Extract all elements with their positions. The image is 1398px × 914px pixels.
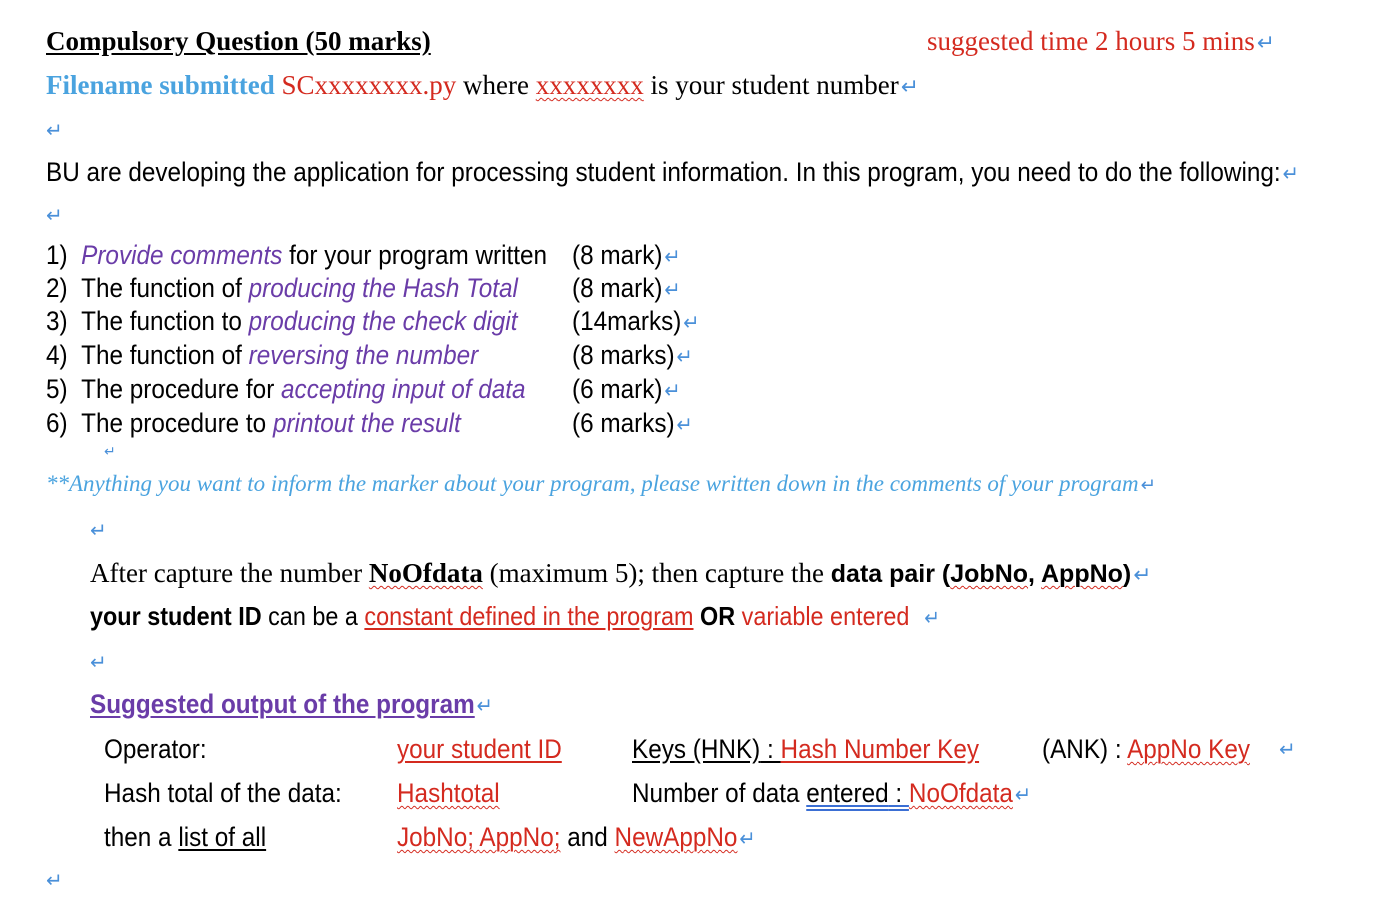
colon: : — [888, 778, 909, 808]
mark-text: (8 mark) — [572, 240, 663, 270]
output-heading-text: Suggested output of the program — [90, 689, 475, 719]
task-emphasis: reversing the number — [248, 340, 479, 370]
task-mark — [572, 340, 706, 371]
noofdata-var: NoOfdata — [368, 558, 483, 588]
task-emphasis: printout the result — [272, 408, 461, 438]
task-text-pre: The function of — [81, 273, 249, 303]
keys-ank — [1042, 734, 1273, 765]
task-number: 4) — [46, 340, 68, 370]
appno-var: AppNo — [1041, 560, 1123, 588]
title-text: Compulsory Question (50 marks) — [46, 26, 431, 56]
return-mark-icon: ↵ — [676, 413, 693, 438]
student-id-text: your student ID — [90, 601, 262, 631]
task-emphasis: Provide comments — [81, 240, 283, 270]
return-mark-icon: ↵ — [924, 606, 940, 630]
paren-close: ) — [1122, 560, 1132, 588]
task-number: 6) — [46, 408, 68, 438]
capture-line-2 — [90, 601, 1034, 632]
return-mark-icon: ↵ — [90, 650, 107, 674]
suggested-time — [927, 26, 1275, 57]
task-emphasis: accepting input of data — [281, 374, 526, 404]
return-mark-icon: ↵ — [664, 379, 681, 404]
newappno-value: NewAppNo — [614, 822, 738, 852]
mark-text: (6 mark) — [572, 374, 663, 404]
return-mark-icon: ↵ — [46, 203, 63, 227]
value-text: your student ID — [397, 734, 562, 764]
return-mark-icon: ↵ — [46, 118, 63, 142]
list-item — [46, 306, 570, 337]
task-mark — [572, 408, 706, 439]
return-mark-icon: ↵ — [1133, 563, 1152, 588]
task-number: 1) — [46, 240, 68, 270]
value-text: Hashtotal — [397, 778, 500, 808]
task-emphasis: producing the Hash Total — [248, 273, 518, 303]
jobno-value: JobNo — [397, 822, 468, 852]
ank-value: AppNo Key — [1127, 734, 1250, 764]
list-item — [46, 273, 570, 304]
return-mark-icon: ↵ — [676, 345, 693, 370]
label-text: Operator: — [104, 734, 207, 764]
list-item — [46, 340, 526, 371]
list-label — [104, 822, 284, 853]
filename-line — [46, 70, 919, 101]
separator: ; — [467, 822, 480, 852]
task-mark — [572, 374, 693, 405]
return-mark-icon: ↵ — [739, 827, 756, 852]
filename-value: SCxxxxxxxx.py — [281, 70, 457, 100]
return-mark-icon: ↵ — [1279, 737, 1296, 761]
data-pair-text: data pair — [830, 560, 935, 588]
return-mark-icon: ↵ — [1256, 31, 1275, 56]
capture-text: (maximum 5); then capture the — [482, 558, 831, 588]
task-text-pre: The procedure to — [81, 408, 273, 438]
label-text-underlined: list of all — [178, 822, 267, 852]
list-item — [46, 240, 603, 271]
output-heading — [90, 689, 538, 720]
separator: ; — [553, 822, 561, 852]
and-text: and — [560, 822, 615, 852]
page-title — [46, 26, 431, 57]
return-mark-icon: ↵ — [664, 245, 681, 270]
intro-text: BU are developing the application for processing student information. In this program, you need to do the following: — [46, 157, 1281, 187]
hashtotal-value — [397, 778, 511, 809]
variable-option: variable entered — [741, 601, 910, 631]
task-emphasis: producing the check digit — [248, 306, 518, 336]
label-text: Hash total of the data: — [104, 778, 342, 808]
return-mark-icon: ↵ — [664, 278, 681, 303]
filename-rest: is your student number — [650, 70, 899, 100]
num-value: NoOfdata — [908, 778, 1013, 808]
marker-note — [46, 471, 1156, 497]
return-mark-icon: ↵ — [1140, 475, 1157, 496]
ank-label: (ANK) : — [1042, 734, 1128, 764]
return-mark-icon: ↵ — [476, 694, 493, 719]
mark-text: (6 marks) — [572, 408, 675, 438]
list-item — [46, 408, 507, 439]
list-values — [397, 822, 795, 853]
appno-value: AppNo — [479, 822, 554, 852]
task-text-post: for your program written — [282, 240, 548, 270]
mark-text: (8 mark) — [572, 273, 663, 303]
note-text: **Anything you want to inform the marker about your program, please written down in the comments of your program — [46, 471, 1139, 496]
operator-value — [397, 734, 580, 765]
keys-hnk — [632, 734, 1018, 765]
paren-open: ( — [934, 560, 951, 588]
comma: , — [1028, 560, 1041, 588]
mark-text: (14marks) — [572, 306, 682, 336]
jobno-var: JobNo — [950, 560, 1029, 588]
task-mark — [572, 306, 714, 337]
mark-text: (8 marks) — [572, 340, 675, 370]
task-text-pre: The function of — [81, 340, 249, 370]
intro-paragraph — [46, 157, 1398, 188]
capture-text: can be a — [261, 601, 365, 631]
return-mark-icon: ↵ — [90, 518, 107, 542]
num-label: Number of data — [632, 778, 807, 808]
number-of-data — [632, 778, 1075, 809]
time-text: suggested time 2 hours 5 mins — [927, 26, 1255, 56]
operator-label — [104, 734, 218, 765]
task-number: 3) — [46, 306, 68, 336]
task-text-pre: The procedure for — [81, 374, 282, 404]
capture-text: After capture the number — [90, 558, 369, 588]
hashtotal-label — [104, 778, 368, 809]
task-mark — [572, 273, 693, 304]
return-mark-icon: ↵ — [900, 75, 919, 100]
return-mark-icon: ↵ — [46, 868, 63, 892]
task-mark — [572, 240, 693, 271]
keys-value: Hash Number Key — [780, 734, 980, 764]
return-mark-icon: ↵ — [683, 311, 700, 336]
capture-line-1 — [90, 558, 1151, 589]
return-mark-icon: ↵ — [1014, 783, 1032, 808]
label-text: then a — [104, 822, 179, 852]
colon: : — [760, 734, 781, 764]
task-text-pre: The function to — [81, 306, 249, 336]
list-item — [46, 374, 579, 405]
return-mark-icon: ↵ — [104, 444, 116, 460]
filename-placeholder: xxxxxxxx — [535, 70, 644, 100]
or-text: OR — [693, 601, 742, 631]
constant-option: constant defined in the program — [364, 601, 694, 631]
keys-label: Keys (HNK) — [632, 734, 761, 764]
num-entered: entered — [806, 778, 889, 808]
task-number: 2) — [46, 273, 68, 303]
filename-label: Filename submitted — [46, 70, 275, 100]
filename-where: where — [463, 70, 529, 100]
return-mark-icon: ↵ — [1282, 162, 1299, 187]
task-number: 5) — [46, 374, 68, 404]
